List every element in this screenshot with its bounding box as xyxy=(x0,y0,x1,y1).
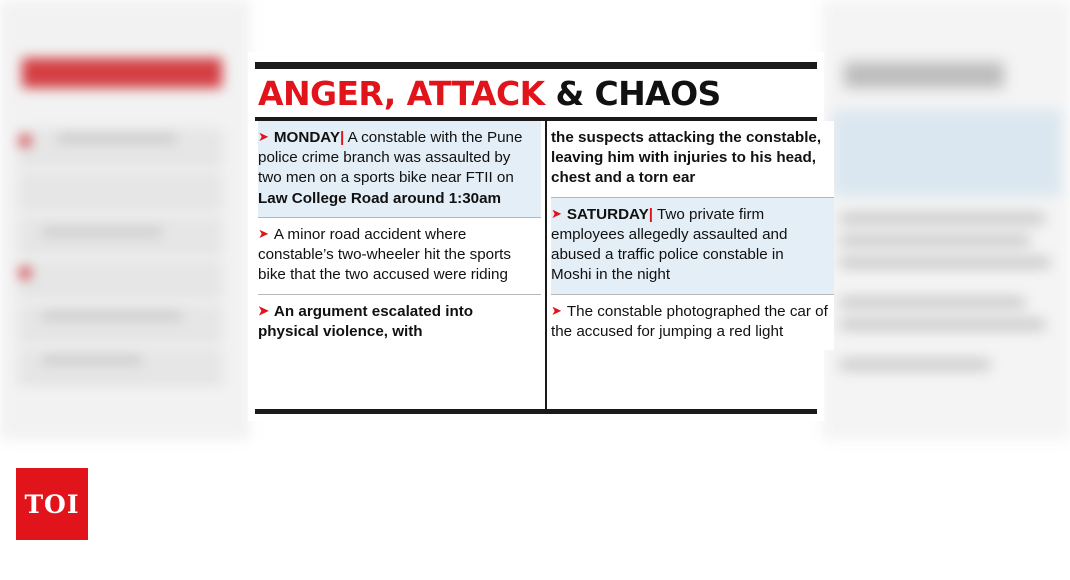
background-text-line xyxy=(58,134,176,143)
background-text-line xyxy=(840,320,1045,329)
list-item-day: MONDAY xyxy=(273,129,341,146)
bottom-rule xyxy=(255,409,817,414)
background-text-line xyxy=(42,356,142,364)
background-row xyxy=(18,260,223,296)
list-item-text-bold: Law College Road around 1:30am xyxy=(258,189,502,207)
list-item xyxy=(258,218,541,295)
background-text-line xyxy=(42,228,162,236)
list-item xyxy=(258,121,541,218)
list-item xyxy=(551,295,834,350)
column-divider xyxy=(545,121,547,409)
background-headline-block xyxy=(22,58,222,88)
list-item-text: A constable with the Pune police crime branch was assaulted by two men on a sports bike near FTII on xyxy=(258,129,523,187)
arrow-bullet-icon: ➤ xyxy=(551,205,562,221)
background-text-line xyxy=(42,312,182,320)
list-item-text-bold: An argument escalated into physical violence, with xyxy=(258,302,474,340)
list-item xyxy=(551,121,834,198)
list-item-day: SATURDAY xyxy=(566,205,649,223)
toi-logo xyxy=(16,468,88,540)
headline-black-part: & CHAOS xyxy=(544,74,721,113)
background-row xyxy=(18,304,223,340)
background-text-line xyxy=(840,258,1050,267)
list-item xyxy=(258,295,541,350)
right-column xyxy=(551,121,834,350)
background-marker xyxy=(20,136,30,146)
background-headline-block xyxy=(844,62,1004,88)
list-item-text: The constable photographed the car of the accused for jumping a red light xyxy=(551,302,828,340)
background-photo-block xyxy=(832,110,1062,196)
background-row xyxy=(18,348,223,384)
background-page-left xyxy=(0,0,250,440)
top-rule xyxy=(255,62,817,69)
background-text-line xyxy=(840,298,1025,307)
list-item xyxy=(551,198,834,295)
arrow-bullet-icon: ➤ xyxy=(258,129,269,144)
list-item-separator: | xyxy=(340,129,345,146)
arrow-bullet-icon: ➤ xyxy=(551,302,562,318)
arrow-bullet-icon: ➤ xyxy=(258,225,269,241)
toi-logo-text: TOI xyxy=(24,489,80,519)
background-row xyxy=(18,172,223,208)
list-item-text: Two private firm employees allegedly assaulted and abused a traffic police constable in Moshi in the night xyxy=(551,205,788,284)
left-column xyxy=(258,121,541,350)
headline-red-part: ANGER, ATTACK xyxy=(258,74,545,113)
background-text-line xyxy=(840,214,1045,223)
background-marker xyxy=(20,268,30,278)
infographic-card xyxy=(248,52,828,421)
arrow-bullet-icon: ➤ xyxy=(258,302,269,318)
list-item-separator: | xyxy=(648,205,654,223)
background-page-right xyxy=(822,0,1070,440)
background-text-line xyxy=(840,236,1030,245)
background-text-line xyxy=(840,360,990,369)
list-item-text-bold: the suspects attacking the constable, leaving him with injuries to his head, chest and a torn ear xyxy=(551,129,822,187)
page-title xyxy=(258,74,818,113)
list-item-text: A minor road accident where constable’s two-wheeler hit the sports bike that the two accused were riding xyxy=(258,225,511,284)
